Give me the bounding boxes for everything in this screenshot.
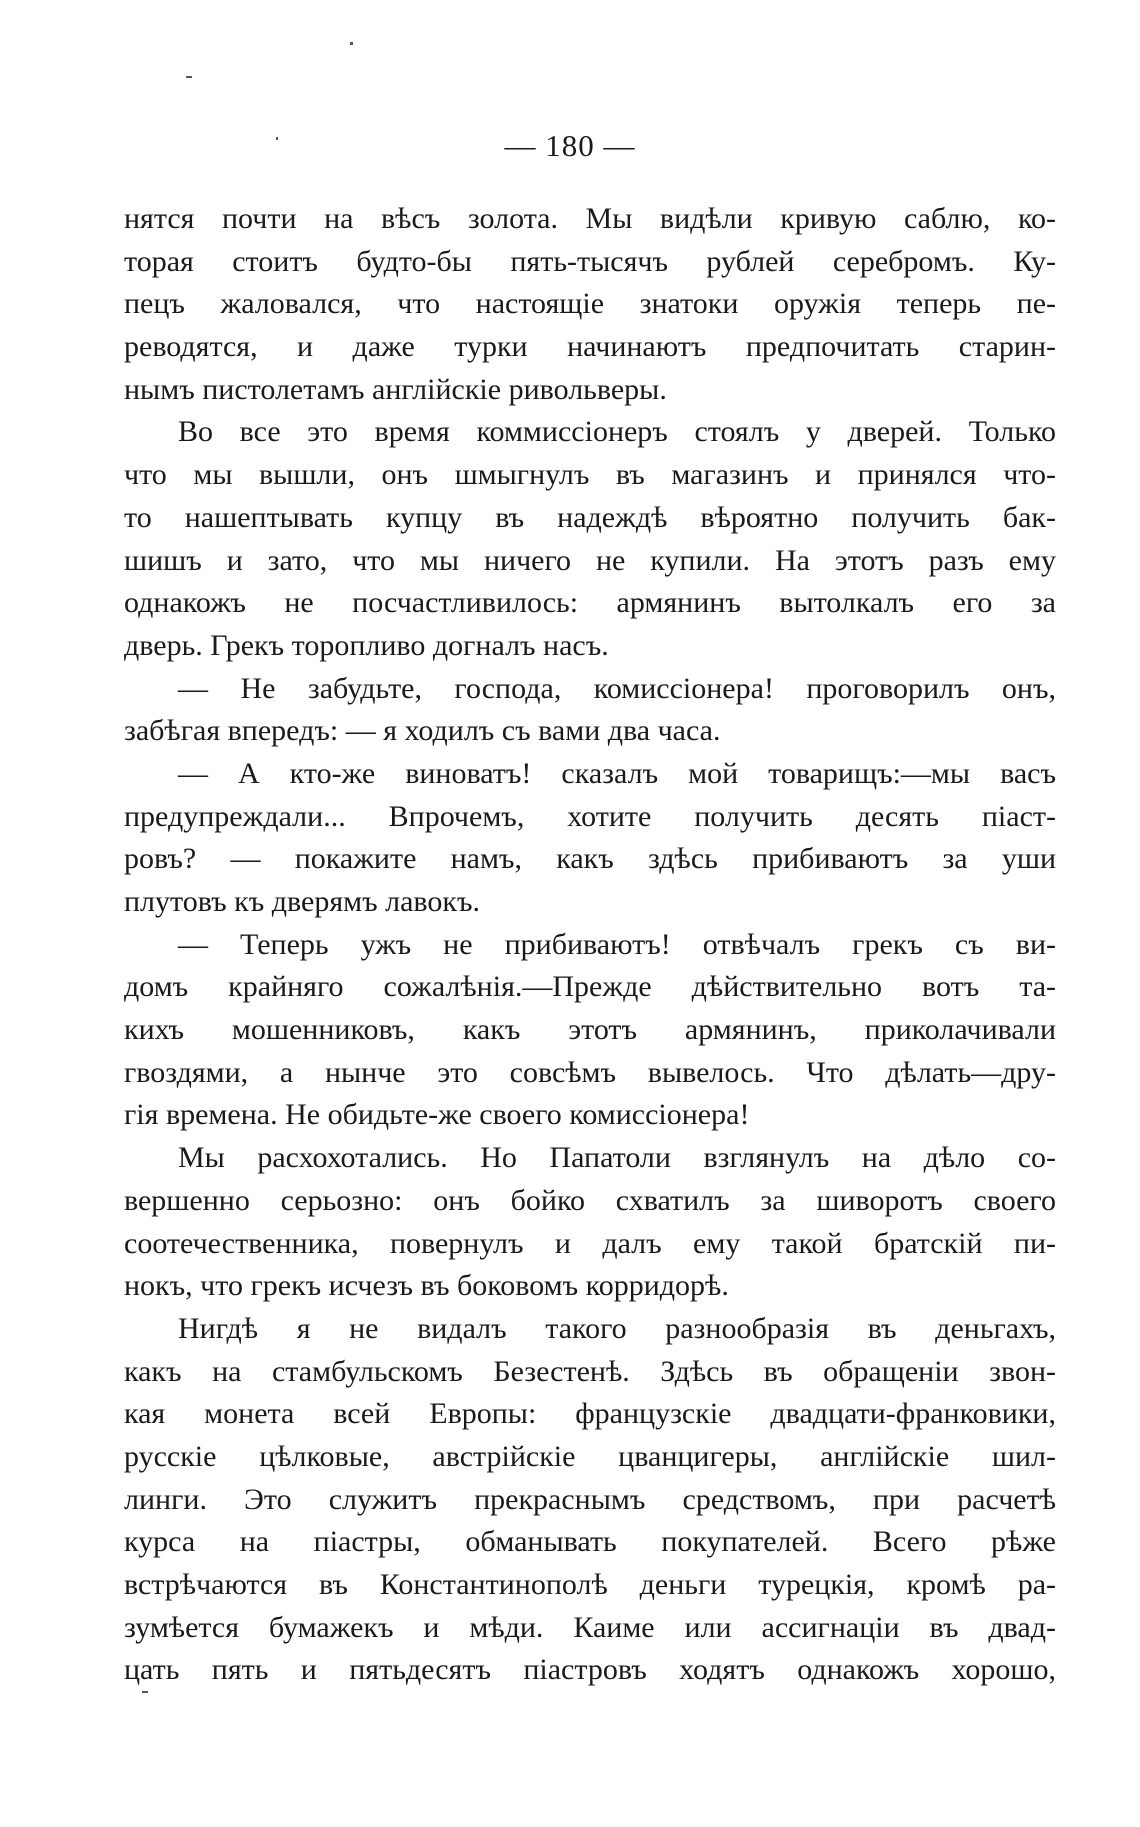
text-line: домъ крайняго сожалѣнія.—Прежде дѣйствительно вотъ та- [124,970,1056,1004]
text-line: пецъ жаловался, что настоящіе знатоки оружія теперь пе- [124,287,1056,321]
text-line: зумѣется бумажекъ и мѣди. Каиме или ассигнаціи въ двад- [124,1610,1056,1644]
text-line: то нашептывать купцу въ надеждѣ вѣроятно получить бак- [124,500,1056,534]
text-line: торая стоитъ будто-бы пять-тысячъ рублей серебромъ. Ку- [124,244,1056,278]
text-line: что мы вышли, онъ шмыгнулъ въ магазинъ и принялся что- [124,458,1056,492]
print-speck [350,42,353,45]
text-line: кихъ мошенниковъ, какъ этотъ армянинъ, приколачивали [124,1013,1056,1047]
text-line: соотечественника, повернулъ и далъ ему такой братскій пи- [124,1226,1056,1260]
text-line: нокъ, что грекъ исчезъ въ боковомъ корридорѣ. [124,1269,729,1303]
text-line: вершенно серьозно: онъ бойко схватилъ за шиворотъ своего [124,1183,1056,1217]
text-line: ровъ? — покажите намъ, какъ здѣсь прибиваютъ за уши [124,842,1056,876]
text-line: однакожъ не посчастливилось: армянинъ вытолкалъ его за [124,586,1056,620]
text-line: реводятся, и даже турки начинаютъ предпочитать старин- [124,330,1056,364]
print-speck [186,76,192,78]
text-line: нымъ пистолетамъ англійскіе ривольверы. [124,372,667,406]
text-line: гія времена. Не обидьте-же своего комиссіонера! [124,1098,750,1132]
text-line: Во все это время коммиссіонеръ стоялъ у дверей. Только [178,415,1056,449]
text-line: предупреждали... Впрочемъ, хотите получить десять піаст- [124,799,1056,833]
text-line: забѣгая впередъ: — я ходилъ съ вами два часа. [124,714,721,748]
text-line: нятся почти на вѣсъ золота. Мы видѣли кривую саблю, ко- [124,202,1056,235]
page-number: — 180 — [504,128,636,163]
text-line: кая монета всей Европы: французскіе двадцати-франковики, [124,1397,1056,1431]
text-line: — А кто-же виноватъ! сказалъ мой товарищъ:—мы васъ [178,756,1056,790]
text-line: встрѣчаются въ Константинополѣ деньги турецкія, кромѣ ра- [124,1568,1056,1601]
text-line: шишъ и зато, что мы ничего не купили. На этотъ разъ ему [124,543,1056,577]
page-body-text [124,198,1056,1692]
text-line: линги. Это служитъ прекраснымъ средствомъ, при расчетѣ [124,1482,1056,1516]
text-line: — Не забудьте, господа, комиссіонера! проговорилъ онъ, [178,671,1056,705]
text-line: плутовъ къ дверямъ лавокъ. [124,885,480,918]
text-line: — Теперь ужъ не прибиваютъ! отвѣчалъ грекъ съ ви- [178,927,1056,961]
text-line: гвоздями, а нынче это совсѣмъ вывелось. Что дѣлать—дру- [124,1055,1056,1089]
text-line: русскіе цѣлковые, австрійскіе цванцигеры, англійскіе шил- [124,1439,1056,1473]
text-line: какъ на стамбульскомъ Безестенѣ. Здѣсь въ обращеніи звон- [124,1354,1056,1388]
text-line: Мы расхохотались. Но Папатоли взглянулъ на дѣло со- [178,1141,1056,1175]
text-line: Нигдѣ я не видалъ такого разнообразія въ деньгахъ, [178,1311,1056,1345]
text-line: цать пять и пятьдесятъ піастровъ ходятъ однакожъ хорошо, [124,1653,1056,1687]
text-line: курса на піастры, обманывать покупателей. Всего рѣже [124,1525,1056,1559]
text-line: дверь. Грекъ торопливо догналъ насъ. [124,628,609,662]
